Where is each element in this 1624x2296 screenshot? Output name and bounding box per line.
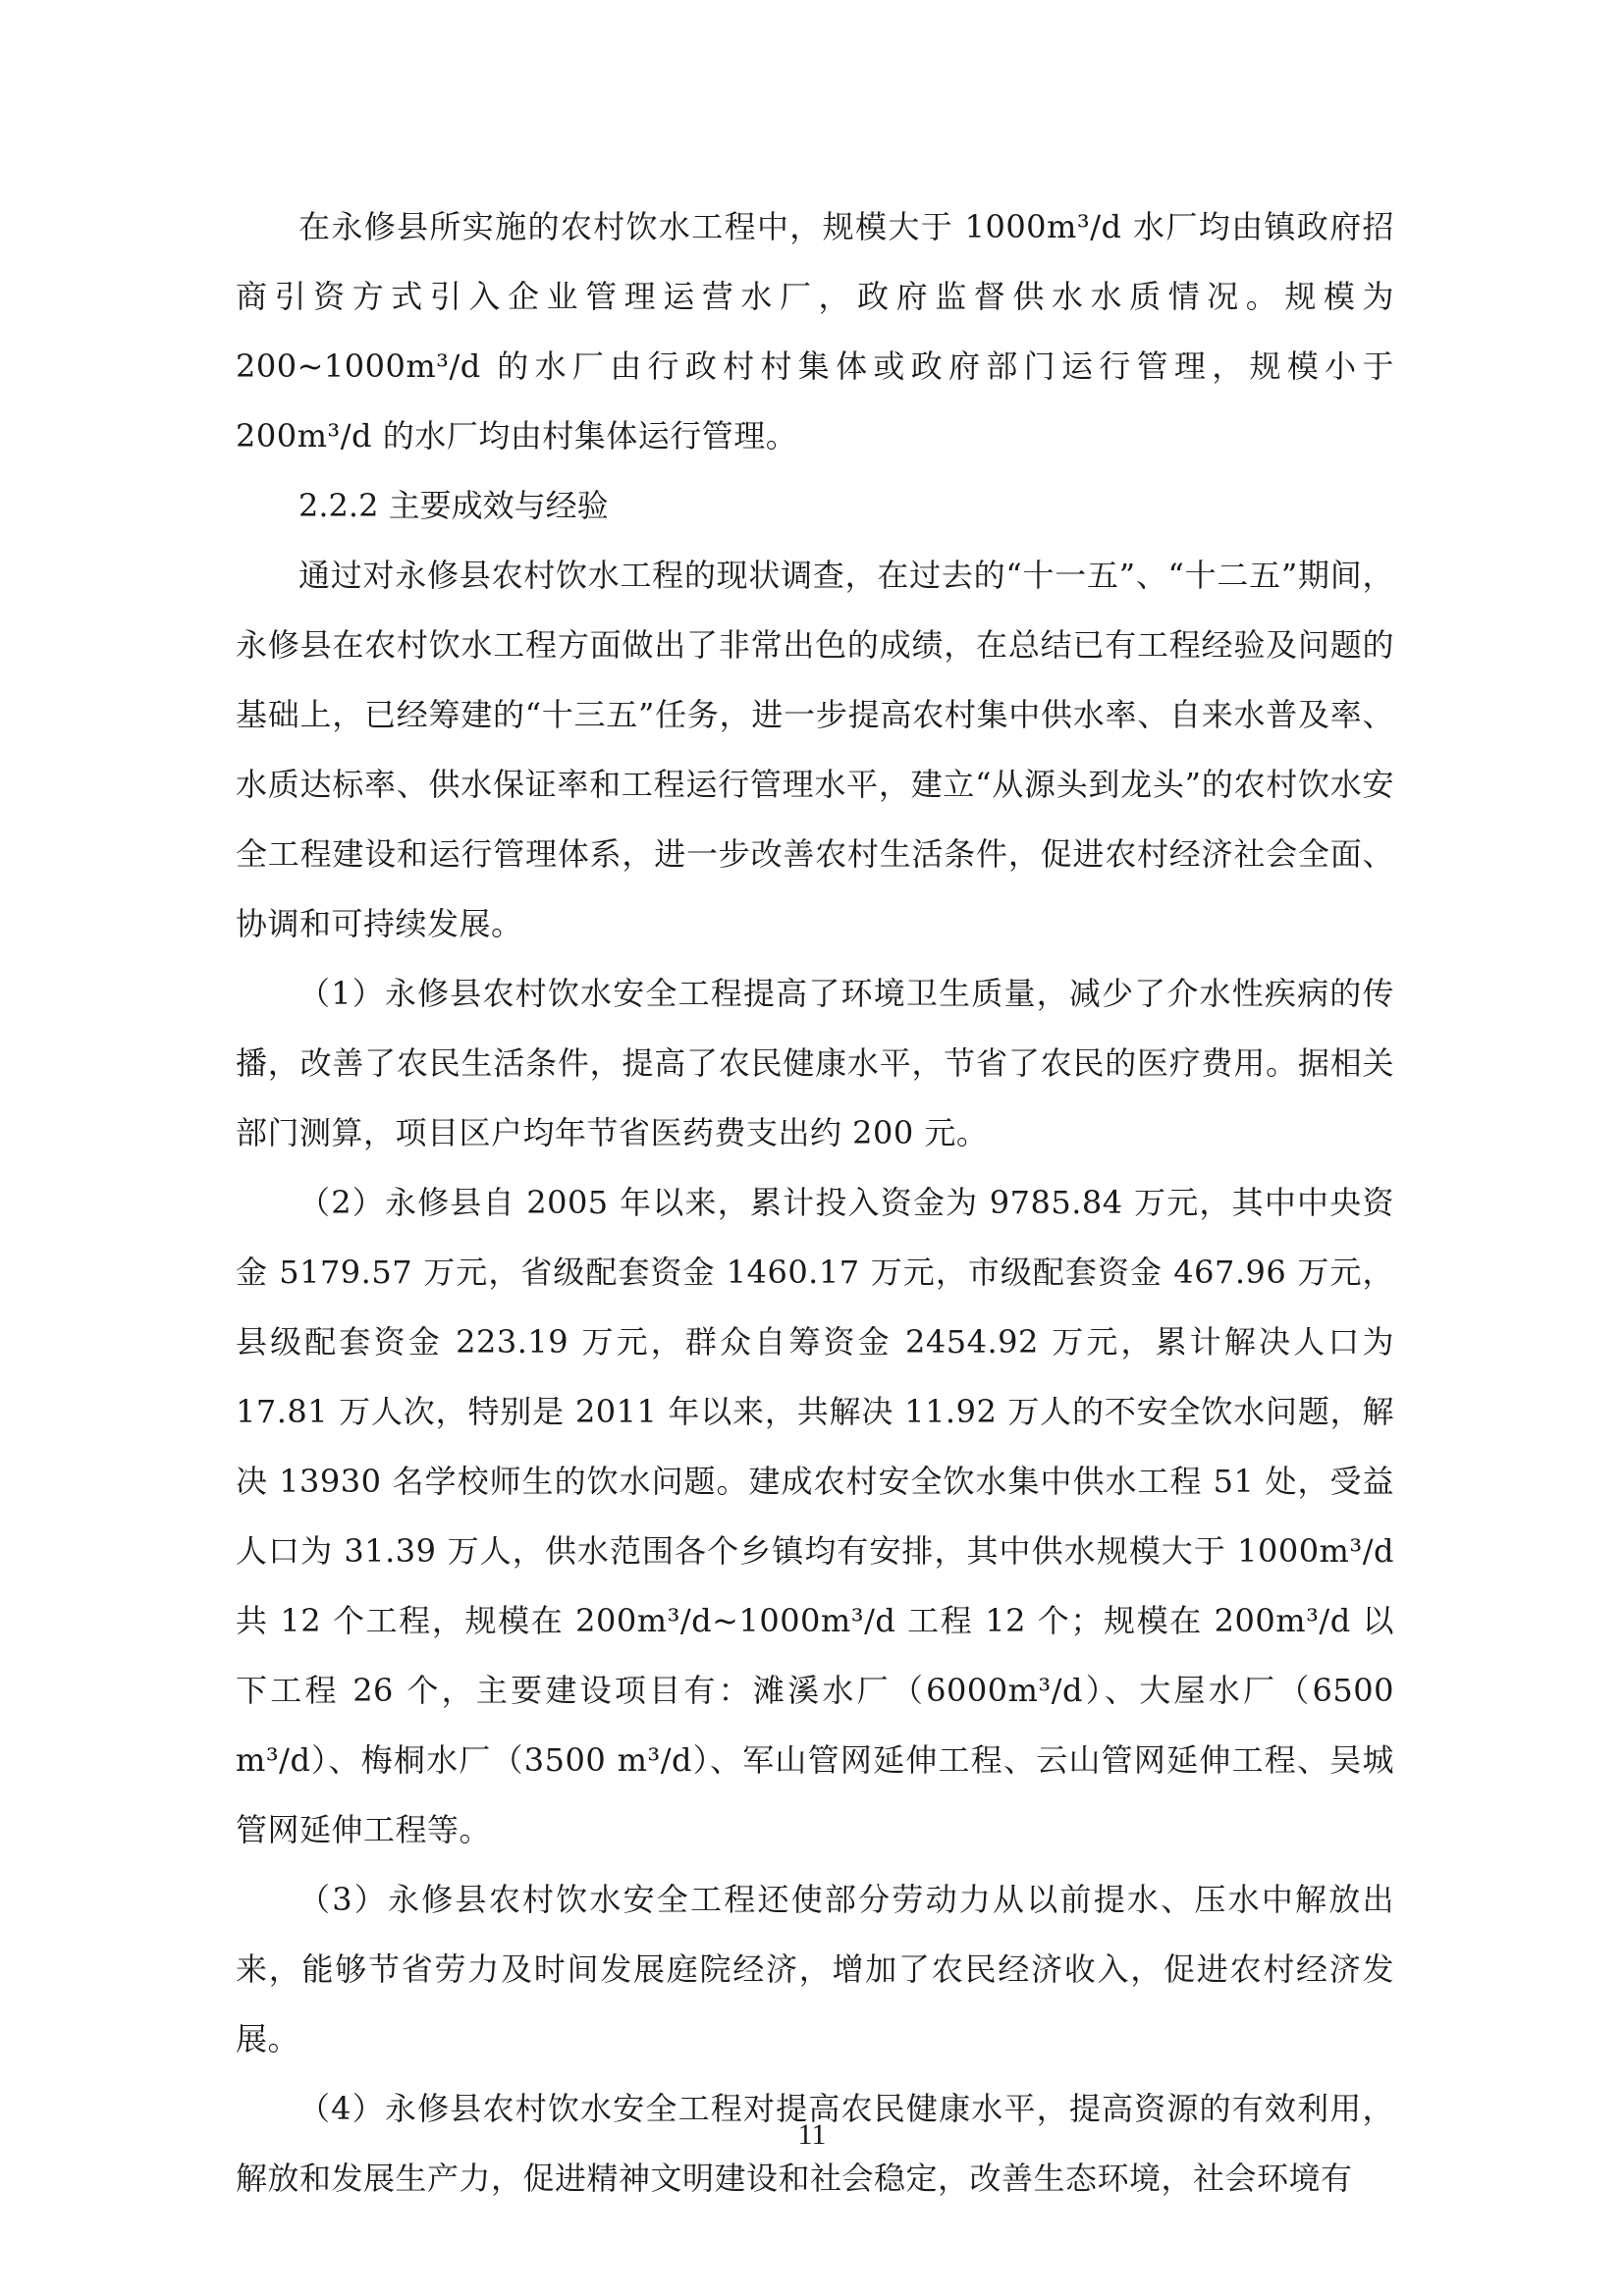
paragraph-survey-overview: 通过对永修县农村饮水工程的现状调查，在过去的“十一五”、“十二五”期间，永修县在农村饮水工程方面做出了非常出色的成绩，在总结已有工程经验及问题的基础上，已经筹建的“十三五”任务，进一步提高农村集中供水率、自来水普及率、水质达标率、供水保证率和工程运行管理水平，建立“从源头到龙头”的农村饮水安全工程建设和运行管理体系，进一步改善农村生活条件，促进农村经济社会全面、协调和可持续发展。: [236, 557, 1394, 942]
paragraph-item-2-investment: （2）永修县自 2005 年以来，累计投入资金为 9785.84 万元，其中中央资金 5179.57 万元，省级配套资金 1460.17 万元，市级配套资金 467.96 万元，县级配套资金 223.19 万元，群众自筹资金 2454.92 万元，累计解决人口为 17.81 万人次，特别是 2011 年以来，共解决 11.92 万人的不安全饮水问题，解决 13930 名学校师生的饮水问题。建成农村安全饮水集中供水工程 51 处，受益人口为 31.39 万人，供水范围各个乡镇均有安排，其中供水规模大于 1000m³/d 共 12 个工程，规模在 200m³/d~1000m³/d 工程 12 个；规模在 200m³/d 以下工程 26 个，主要建设项目有：滩溪水厂（6000m³/d）、大屋水厂（6500 m³/d）、梅桐水厂（3500 m³/d）、军山管网延伸工程、云山管网延伸工程、吴城管网延伸工程等。: [236, 1184, 1394, 1848]
paragraph-water-plant-management: 在永修县所实施的农村饮水工程中，规模大于 1000m³/d 水厂均由镇政府招商引资方式引入企业管理运营水厂，政府监督供水水质情况。规模为 200~1000m³/d 的水厂由行政村村集体或政府部门运行管理，规模小于 200m³/d 的水厂均由村集体运行管理。: [236, 208, 1394, 454]
paragraph-item-3-labor: （3）永修县农村饮水安全工程还使部分劳动力从以前提水、压水中解放出来，能够节省劳力及时间发展庭院经济，增加了农民经济收入，促进农村经济发展。: [236, 1881, 1394, 2057]
page-number: 11: [797, 2118, 827, 2151]
page-content: [236, 192, 1394, 2214]
section-heading-2-2-2: 2.2.2 主要成效与经验: [298, 487, 609, 524]
paragraph-item-4-benefits: （4）永修县农村饮水安全工程对提高农民健康水平，提高资源的有效利用，解放和发展生产力，促进精神文明建设和社会稳定，改善生态环境，社会环境有: [236, 2090, 1394, 2197]
paragraph-item-1-health: （1）永修县农村饮水安全工程提高了环境卫生质量，减少了介水性疾病的传播，改善了农民生活条件，提高了农民健康水平，节省了农民的医疗费用。据相关部门测算，项目区户均年节省医药费支出约 200 元。: [236, 975, 1394, 1151]
